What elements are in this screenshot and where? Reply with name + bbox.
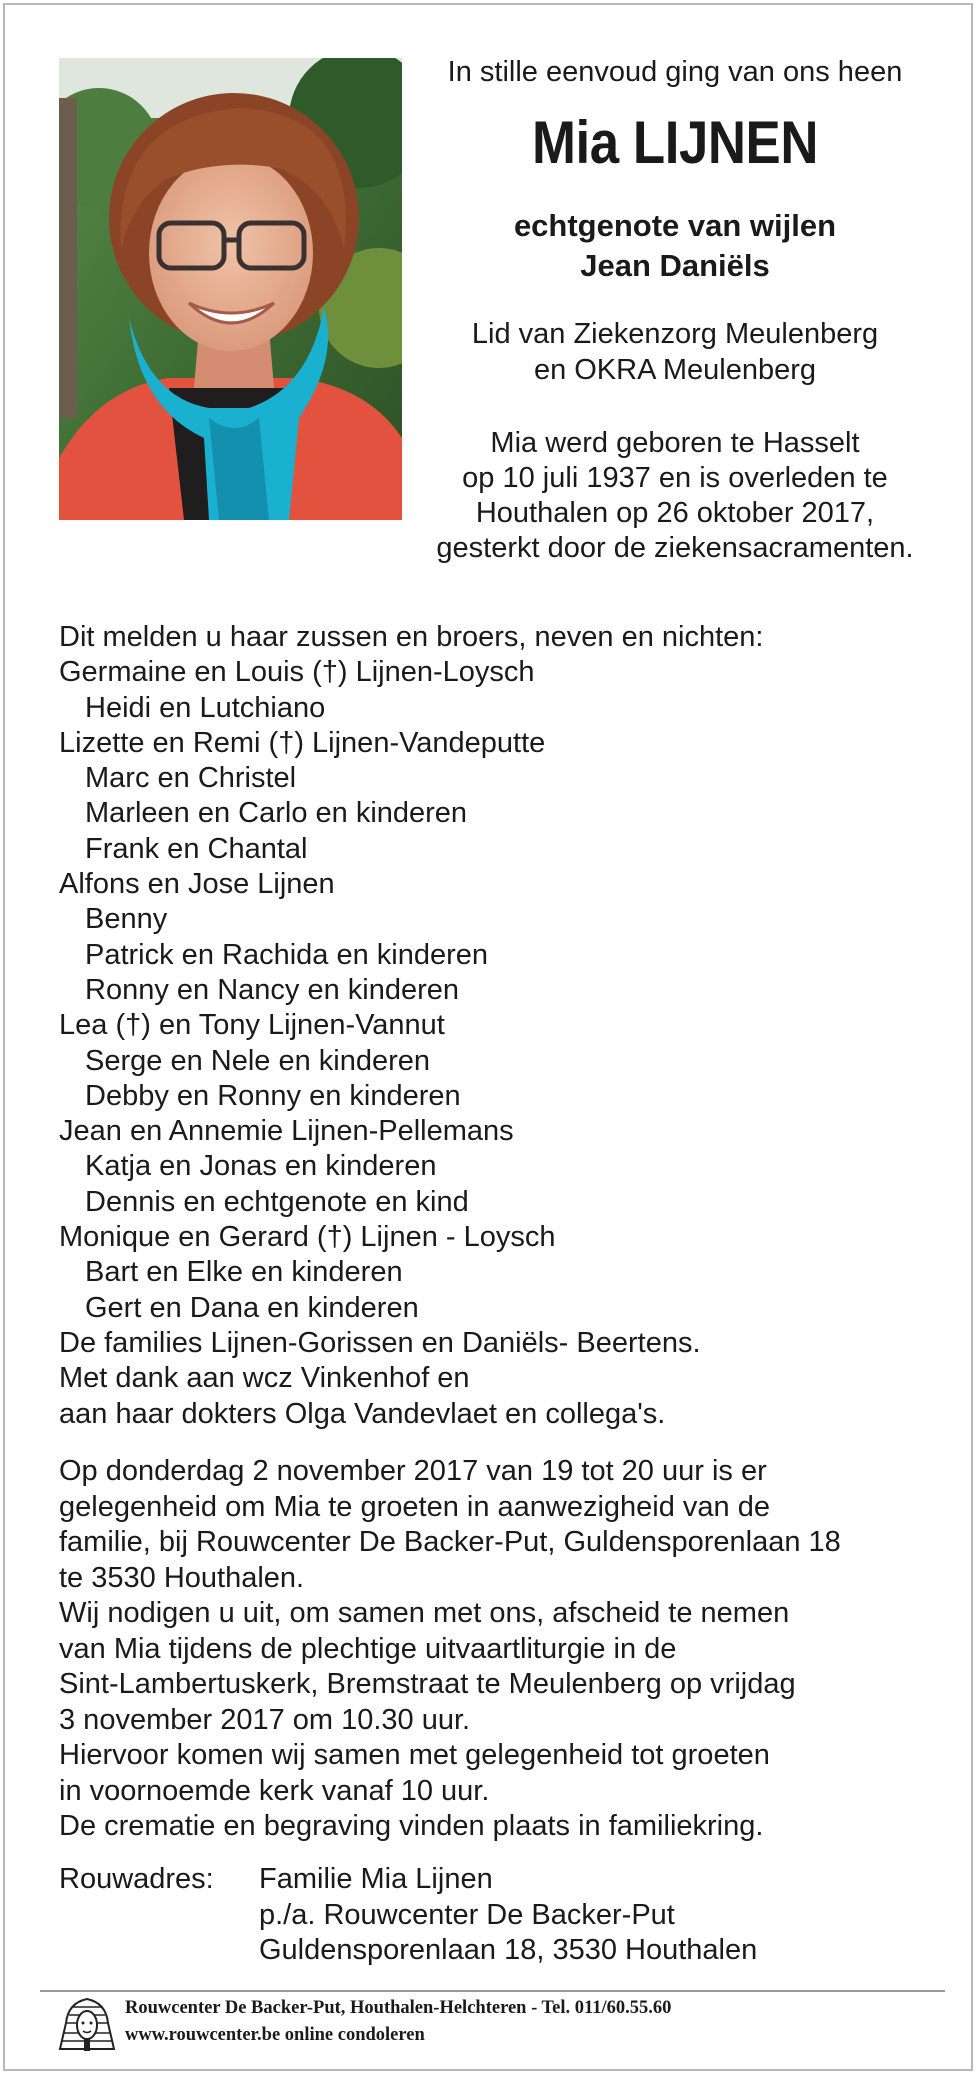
family-subline: Debby en Ronny en kinderen: [85, 1079, 461, 1112]
family-subline: Ronny en Nancy en kinderen: [85, 973, 460, 1006]
detail-line: Wij nodigen u uit, om samen met ons, afscheid te nemen: [59, 1597, 790, 1629]
deceased-name: Mia LIJNEN: [531, 109, 819, 176]
family-subline: Frank en Chantal: [85, 832, 308, 865]
portrait-photo: [59, 58, 402, 520]
announcement-intro: Dit melden u haar zussen en broers, neven en nichten:: [59, 621, 764, 653]
detail-line: familie, bij Rouwcenter De Backer-Put, Guldensporenlaan 18: [59, 1526, 841, 1558]
detail-line: Hiervoor komen wij samen met gelegenheid tot groeten: [59, 1739, 770, 1771]
family-subline: Dennis en echtgenote en kind: [85, 1185, 469, 1218]
spouse-info: [395, 206, 955, 286]
family-subline: Marc en Christel: [85, 762, 297, 795]
thanks-line: aan haar dokters Olga Vandevlaet en collega's.: [59, 1397, 666, 1430]
family-subline: Heidi en Lutchiano: [85, 691, 326, 724]
footer-divider: [40, 1990, 945, 1992]
ceremony-details: [59, 1454, 959, 1845]
address-line: p./a. Rouwcenter De Backer-Put: [259, 1898, 675, 1931]
biography: [395, 426, 955, 566]
families-line: De families Lijnen-Gorissen en Daniëls- Beertens.: [59, 1326, 701, 1359]
address-line: Guldensporenlaan 18, 3530 Houthalen: [259, 1934, 758, 1966]
spouse-name: Jean Daniëls: [580, 248, 770, 283]
pharaoh-head-icon: [58, 1997, 116, 2055]
membership-info: [395, 316, 955, 388]
address-label: Rouwadres:: [59, 1863, 214, 1895]
address-lines: [259, 1862, 859, 1969]
detail-line: te 3530 Houthalen.: [59, 1561, 305, 1594]
detail-line: gelegenheid om Mia te groeten in aanwezigheid van de: [59, 1490, 770, 1523]
family-line: Jean en Annemie Lijnen-Pellemans: [59, 1115, 514, 1148]
family-line: Lea (†) en Tony Lijnen-Vannut: [59, 1009, 445, 1042]
detail-line: Op donderdag 2 november 2017 van 19 tot 20 uur is er: [59, 1455, 767, 1487]
website-link[interactable]: www.rouwcenter.be online condoleren: [125, 2025, 425, 2045]
family-subline: Serge en Nele en kinderen: [85, 1044, 431, 1077]
funeral-home-contact: Rouwcenter De Backer-Put, Houthalen-Helchteren - Tel. 011/60.55.60: [125, 1998, 672, 2018]
family-line: Lizette en Remi (†) Lijnen-Vandeputte: [59, 726, 546, 759]
detail-line: van Mia tijdens de plechtige uitvaartliturgie in de: [59, 1632, 677, 1665]
family-line: Alfons en Jose Lijnen: [59, 868, 335, 901]
family-subline: Gert en Dana en kinderen: [85, 1291, 419, 1324]
family-line: Germaine en Louis (†) Lijnen-Loysch: [59, 656, 535, 689]
header-block: [395, 52, 955, 566]
detail-line: 3 november 2017 om 10.30 uur.: [59, 1703, 471, 1736]
family-subline: Marleen en Carlo en kinderen: [85, 797, 468, 830]
bio-line: op 10 juli 1937 en is overleden te: [462, 462, 888, 494]
detail-line: in voornoemde kerk vanaf 10 uur.: [59, 1774, 490, 1807]
spouse-line: echtgenote van wijlen: [513, 208, 837, 243]
bio-line: Mia werd geboren te Hasselt: [490, 427, 860, 459]
bio-line: gesterkt door de ziekensacramenten.: [436, 532, 914, 564]
family-subline: Patrick en Rachida en kinderen: [85, 938, 489, 971]
family-subline: Bart en Elke en kinderen: [85, 1256, 403, 1289]
funeral-home-footer: [125, 1995, 671, 2049]
membership-line: en OKRA Meulenberg: [533, 354, 817, 386]
family-line: Monique en Gerard (†) Lijnen - Loysch: [59, 1221, 556, 1254]
detail-line: De crematie en begraving vinden plaats in familiekring.: [59, 1810, 764, 1842]
address-line: Familie Mia Lijnen: [259, 1863, 493, 1895]
family-announcement: [59, 620, 959, 1432]
membership-line: Lid van Ziekenzorg Meulenberg: [471, 318, 879, 350]
detail-line: Sint-Lambertuskerk, Bremstraat te Meulenberg op vrijdag: [59, 1668, 796, 1700]
bio-line: Houthalen op 26 oktober 2017,: [475, 497, 875, 529]
intro-text: In stille eenvoud ging van ons heen: [447, 56, 903, 88]
family-subline: Benny: [85, 903, 168, 936]
family-subline: Katja en Jonas en kinderen: [85, 1150, 437, 1183]
thanks-line: Met dank aan wcz Vinkenhof en: [59, 1362, 470, 1395]
